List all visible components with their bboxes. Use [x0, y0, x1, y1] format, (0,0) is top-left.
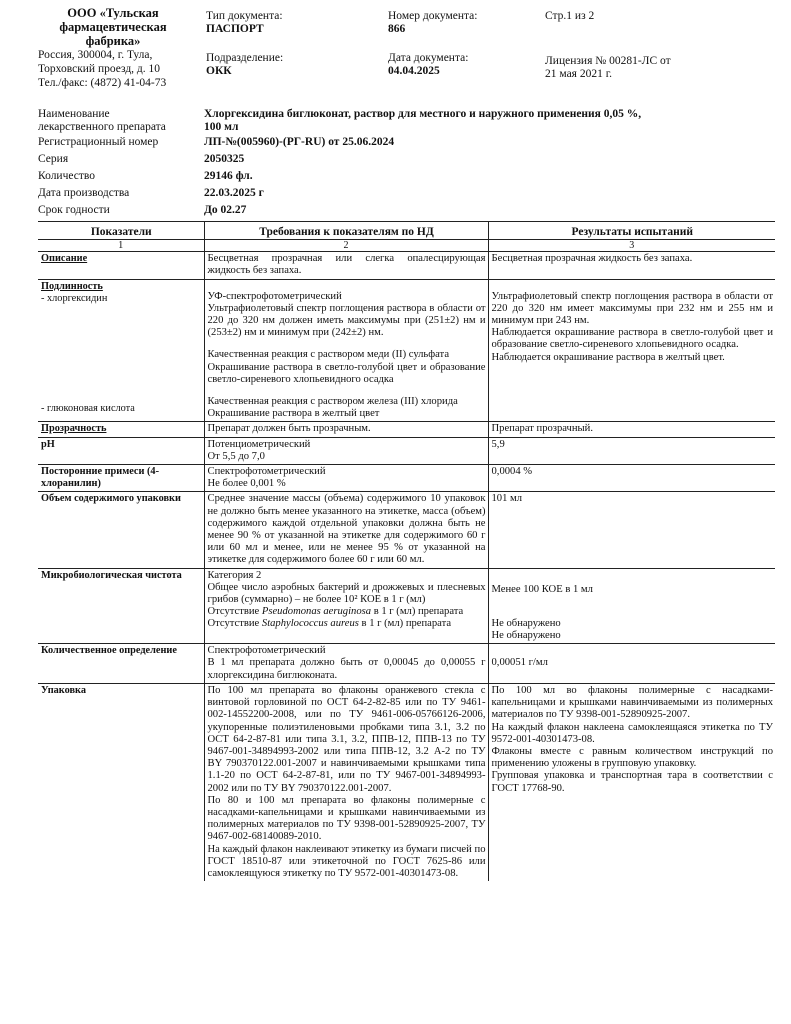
packing-res-label: На каждый флакон наклеена самоклеящаяся этикетка по ТУ 9572-001-40301473-08.: [491, 721, 773, 745]
row-identity-req: [204, 279, 488, 422]
table-header-row: [38, 222, 775, 240]
row-ph-req: [204, 437, 488, 464]
micro-staphylococcus: [208, 618, 486, 630]
row-micro-name: Микробиологическая чистота: [38, 568, 204, 644]
expiry-value: До 02.27: [204, 204, 247, 216]
col-header-indicators: Показатели: [38, 222, 204, 240]
department-value: ОКК: [206, 65, 232, 77]
quant-method: Спектрофотометрический: [207, 645, 326, 657]
row-clarity-res: Препарат прозрачный.: [488, 422, 775, 437]
production-date-label: Дата производства: [38, 187, 130, 199]
packing-req-label: На каждый флакон наклеивают этикетку из бумаги писчей по ГОСТ 18510-87 или этикеточной по ГОСТ 7625-86 или самоклеящуюся этикетку по ТУ 9572-001-40301473-08.: [207, 843, 486, 879]
ph-method: Потенциометрический: [207, 438, 311, 450]
col-header-results: Результаты испытаний: [488, 222, 775, 240]
page-info: Стр.1 из 2: [545, 10, 595, 22]
reg-number-label: Регистрационный номер: [38, 136, 159, 148]
row-clarity-req: Препарат должен быть прозрачным.: [204, 422, 488, 437]
doc-date-value: 04.04.2025: [388, 65, 440, 77]
row-ph-name: pH: [38, 437, 204, 464]
col-num-1: 1: [38, 240, 204, 252]
expiry-label: Срок годности: [38, 204, 110, 216]
row-description-req: Бесцветная прозрачная или слегка опалесцирующая жидкость без запаха.: [204, 252, 488, 279]
micro-pseudomonas-post: в 1 г (мл) препарата: [371, 606, 464, 618]
identity-fe-req: Окрашивание раствора в желтый цвет: [207, 408, 380, 420]
packing-req-polymer: По 80 и 100 мл препарата во флаконы полимерные с насадками-капельницами и крышками навинчиваемыми из полимерных материалов по ТУ 9398-001-52890925-2007, ТУ 9467-002-68140089-2010.: [207, 794, 486, 843]
reg-number-value: ЛП-№(005960)-(РГ-RU) от 25.06.2024: [204, 136, 395, 148]
quantity-row: [38, 170, 738, 183]
license-line1: Лицензия № 00281-ЛС от: [545, 55, 671, 67]
row-packing-req: [204, 683, 488, 881]
impurities-method: Спектрофотометрический: [207, 466, 326, 478]
doc-type-value: ПАСПОРТ: [206, 23, 264, 35]
doc-type: [206, 10, 376, 36]
quant-value: 0,00051 г/мл: [491, 657, 548, 669]
row-quant-req: [204, 644, 488, 684]
identity-cu-title: Качественная реакция с раствором меди (II) сульфата: [207, 349, 450, 361]
quantity-label: Количество: [38, 170, 95, 182]
product-name-label-line1: Наименование: [38, 108, 110, 120]
micro-res-staph: Не обнаружено: [491, 630, 561, 642]
micro-staph-org: Staphylococcus aureus: [261, 618, 359, 630]
identity-cu-req: Окрашивание раствора в светло-голубой цвет и образование светло-сиреневого хлопьевидного осадка: [207, 361, 486, 385]
row-description-name: Описание: [38, 252, 204, 279]
company-block: [38, 6, 188, 90]
row-micro-res: [488, 568, 775, 644]
identity-cu-res: Наблюдается окрашивание раствора в светло-голубой цвет и образование светло-сиреневого хлопьевидного осадка.: [491, 327, 773, 351]
row-description-res: Бесцветная прозрачная жидкость без запаха.: [488, 252, 775, 279]
row-impurities-res: 0,0004 %: [488, 465, 775, 492]
company-address-line1: Россия, 300004, г. Тула,: [38, 49, 153, 61]
row-volume-name: Объем содержимого упаковки: [38, 492, 204, 568]
doc-number-label: Номер документа:: [388, 10, 478, 22]
row-packing-name: Упаковка: [41, 684, 86, 696]
packing-res-transport: Групповая упаковка и транспортная тара в соответствии с ГОСТ 17768-90.: [491, 770, 773, 794]
test-results-table: [38, 221, 775, 881]
col-num-3: 3: [488, 240, 775, 252]
production-date-row: [38, 187, 738, 200]
doc-number-value: 866: [388, 23, 406, 35]
identity-uv-req: Ультрафиолетовый спектр поглощения раствора в области от 220 до 320 нм должен иметь максимумы при (251±2) нм и (253±2) нм и минимум при (242±2) нм.: [207, 302, 486, 339]
row-impurities-req: [204, 465, 488, 492]
table-row: [38, 252, 775, 279]
row-clarity-name: Прозрачность: [38, 422, 204, 437]
micro-res-count: Менее 100 КОЕ в 1 мл: [491, 583, 593, 595]
license-line2: 21 мая 2021 г.: [545, 68, 613, 80]
product-info: [38, 108, 738, 217]
row-volume-res: 101 мл: [488, 492, 775, 568]
company-name: ООО «Тульская фармацевтическая фабрика»: [59, 6, 167, 48]
micro-staph-pre: Отсутствие: [207, 618, 262, 630]
micro-pseudomonas-pre: Отсутствие: [207, 606, 262, 618]
row-ph-res: 5,9: [488, 437, 775, 464]
quantity-value: 29146 фл.: [204, 170, 253, 182]
row-quant-res: [488, 644, 775, 684]
series-label: Серия: [38, 153, 69, 165]
table-row: [38, 644, 775, 684]
license: [545, 55, 745, 81]
micro-pseudomonas: [208, 606, 486, 618]
micro-category: Категория 2: [207, 569, 262, 581]
product-name-value-line1: Хлоргексидина биглюконат, раствор для местного и наружного применения 0,05 %,: [204, 108, 642, 120]
product-name-value-line2: 100 мл: [204, 121, 239, 133]
table-row: [38, 437, 775, 464]
series-value: 2050325: [204, 153, 245, 165]
table-row: [38, 279, 775, 422]
table-row: [38, 683, 775, 881]
packing-res-bottles: По 100 мл во флаконы полимерные с насадками-капельницами и крышками навинчиваемыми из полимерных материалов по ТУ 9398-001-52890925-2007.: [491, 684, 773, 721]
row-identity-sub1: - хлоргексидин: [41, 292, 108, 304]
product-name-row: [38, 108, 738, 134]
row-quant-name: Количественное определение: [38, 644, 204, 684]
col-header-requirements: Требования к показателям по НД: [204, 222, 488, 240]
impurities-limit: Не более 0,001 %: [207, 478, 286, 490]
doc-number: [388, 10, 538, 36]
micro-staph-post: в 1 г (мл) препарата: [358, 618, 452, 630]
identity-uv-title: УФ-спектрофотометрический: [207, 290, 342, 302]
doc-date: [388, 52, 538, 78]
product-name-label: [38, 108, 204, 134]
doc-type-label: Тип документа:: [206, 10, 283, 22]
department: [206, 52, 376, 78]
series-row: [38, 153, 738, 166]
identity-fe-title: Качественная реакция с раствором железа (III) хлорида: [207, 396, 458, 408]
micro-pseudomonas-org: Pseudomonas aeruginosa: [261, 606, 372, 618]
row-identity-res: [488, 279, 775, 422]
quant-limit: В 1 мл препарата должно быть от 0,00045 до 0,00055 г хлоргексидина биглюконата.: [207, 657, 486, 681]
micro-total-count: Общее число аэробных бактерий и дрожжевых и плесневых грибов (суммарно) – не более 10² КОЕ в 1 г (мл): [207, 581, 486, 606]
row-volume-req: Среднее значение массы (объема) содержимого 10 упаковок не должно быть менее указанного на этикетке, масса (объем) содержимого каждой отдельной упаковки должна быть не менее 90 % от указанной на этикетке для содержимого 60 г или 60 мл и менее, или не менее 95 % от указанной на этикетке для содержимого более 60 г или 60 мл.: [204, 492, 488, 568]
production-date-value: 22.03.2025 г: [204, 187, 264, 199]
row-impurities-name: Посторонние примеси (4-хлоранилин): [38, 465, 204, 492]
ph-range: От 5,5 до 7,0: [207, 450, 265, 462]
row-packing-res: [488, 683, 775, 881]
column-number-row: [38, 240, 775, 252]
col-num-2: 2: [204, 240, 488, 252]
department-label: Подразделение:: [206, 52, 284, 64]
packing-res-group: Флаконы вместе с равным количеством инструкций по применению уложены в групповую упаковку.: [491, 745, 773, 770]
packing-req-glass: По 100 мл препарата во флаконы оранжевого стекла с винтовой горловиной по ОСТ 64-2-82-85 или по ТУ 9461-002-14552200-2008, или по ТУ 9461-006-05766126-2006, укупоренные полиэтиленовыми пробками типа 3.1, 3.2 по ОСТ 64-2-87-81 или типа 3.1, 3.2, ППВ-12, ППВ-13 по ТУ 9467-001-34894993-2002 или типа ППВ-12, 3.2 А-2 по ТУ BY 790370122.001-2007 и навинчиваемыми крышками типа 1.1-20 по ОСТ 64-2-87-81, или по ТУ 9467-001-34894993-2002 или по ТУ BY 790370122.001-2007.: [207, 684, 486, 794]
product-name-value: [204, 108, 738, 134]
expiry-row: [38, 204, 738, 217]
identity-fe-res: Наблюдается окрашивание раствора в желтый цвет.: [491, 351, 725, 363]
table-row: [38, 568, 775, 644]
doc-date-label: Дата документа:: [388, 52, 469, 64]
company-phone: Тел./факс: (4872) 41-04-73: [38, 77, 167, 89]
row-micro-req: [204, 568, 488, 644]
micro-res-pseudomonas: Не обнаружено: [491, 617, 561, 629]
product-name-label-line2: лекарственного препарата: [38, 121, 166, 133]
table-row: [38, 465, 775, 492]
reg-number-row: [38, 136, 738, 149]
row-identity-sub2: - глюконовая кислота: [41, 403, 135, 415]
row-identity-title: Подлинность: [41, 280, 103, 292]
table-row: [38, 492, 775, 568]
identity-uv-res: Ультрафиолетовый спектр поглощения раствора в области от 220 до 320 нм имеет максимумы при 232 нм и 255 нм и минимум при 243 нм.: [491, 290, 773, 327]
row-identity-name: [38, 279, 204, 422]
table-row: [38, 422, 775, 437]
company-address-line2: Торховский проезд, д. 10: [38, 63, 161, 75]
